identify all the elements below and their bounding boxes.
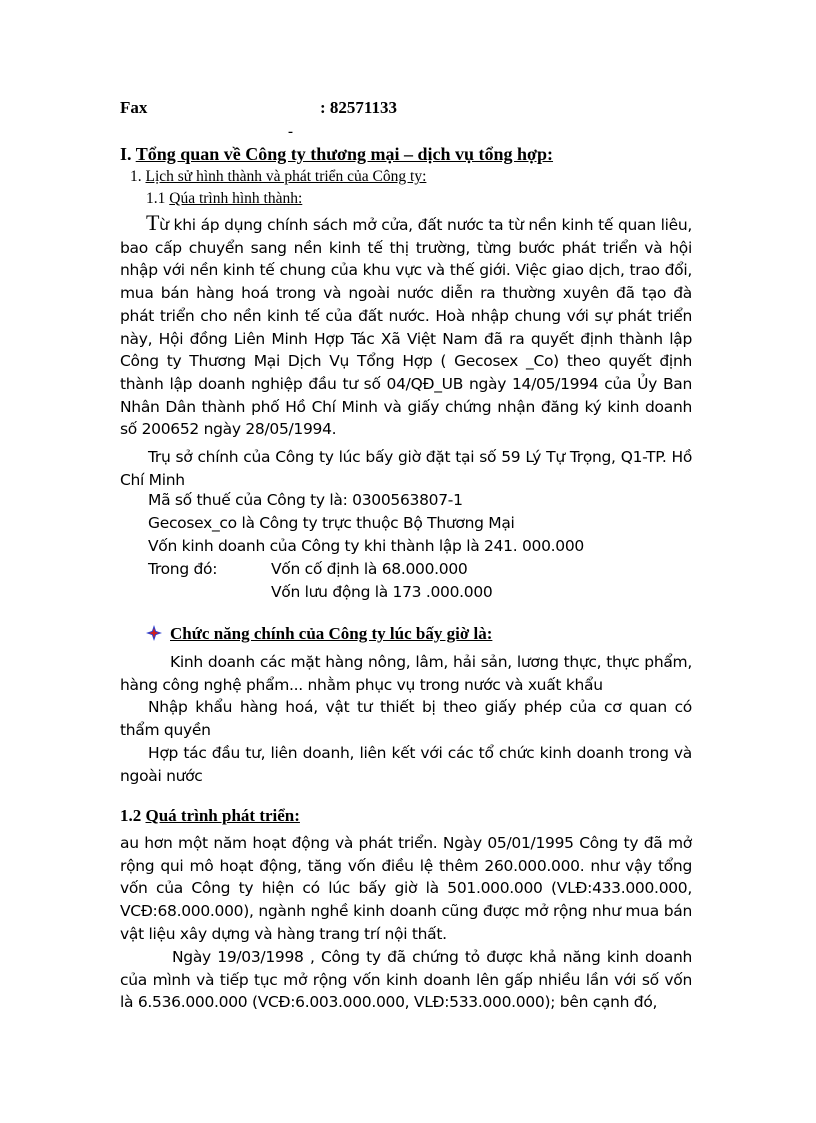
tax-code-line: Mã số thuế của Công ty là: 0300563807-1 [148, 491, 463, 509]
subsection-1-title: Lịch sử hình thành và phát triển của Công ty: [145, 168, 427, 185]
parent-company-line: Gecosex_co là Công ty trực thuộc Bộ Thương Mại [148, 514, 515, 532]
subsection-1-1-heading: 1.1 Qúa trình hình thành: [146, 190, 303, 207]
section-1-title: Tổng quan về Công ty thương mại – dịch vụ tổng hợp: [135, 144, 554, 164]
paragraph-expansion: Ngày 19/03/1998 , Công ty đã chứng tỏ được khả năng kinh doanh của mình và tiếp tục mở rộng vốn kinh doanh lên gấp nhiều lần với số vốn là 6.536.000.000 (VCĐ:6.003.000.000, VLĐ:533.000.000); bên cạnh đó, [120, 948, 692, 1012]
paragraph-founding: Từ khi áp dụng chính sách mở cửa, đất nước ta từ nền kinh tế quan liêu, bao cấp chuyển sang nền kinh tế thị trường, từng bước phát triển và hội nhập với nền kinh tế chung của khu vực và thế giới. Việc giao dịch, trao đổi, mua bán hàng hoá trong và ngoài nước diễn ra thường xuyên đã tạo đà phát triển cho nền kinh tế của đất nước. Hoà nhập chung với sự phát triển này, Hội đồng Liên Minh Hợp Tác Xã Việt Nam đã ra quyết định thành lập Công ty Thương Mại Dịch Vụ Tổng Hợp ( Gecosex _Co) theo quyết định thành lập doanh nghiệp đầu tư số 04/QĐ_UB ngày 14/05/1994 của Ủy Ban Nhân Dân thành phố Hồ Chí Minh và giấy chứng nhận đăng ký kinh doanh số 200652 ngày 28/05/1994. [120, 210, 692, 439]
function-item-import: Nhập khẩu hàng hoá, vật tư thiết bị theo giấy phép của cơ quan có thẩm quyền [120, 698, 692, 739]
capital-line: Vốn kinh doanh của Công ty khi thành lập là 241. 000.000 [148, 537, 584, 555]
subsection-1-1-title: Qúa trình hình thành: [169, 190, 303, 207]
working-capital-line: Vốn lưu động là 173 .000.000 [271, 583, 493, 601]
separator-dash: - [288, 124, 293, 140]
four-point-star-bullet-icon [146, 625, 162, 641]
in-which-label: Trong đó: [148, 560, 218, 578]
paragraph-development: au hơn một năm hoạt động và phát triển. Ngày 05/01/1995 Công ty đã mở rộng qui mô hoạt động, tăng vốn điều lệ thêm 260.000.000. như vậy tổng vốn của Công ty hiện có lúc bấy giờ là 501.000.000 (VLĐ:433.000.000, VCĐ:68.000.000), ngành nghề kinh doanh cũng được mở rộng như mua bán vật liệu xây dựng và hàng trang trí nội thất. [120, 834, 692, 943]
fixed-capital-line: Vốn cố định là 68.000.000 [271, 560, 468, 578]
fax-line [120, 98, 397, 118]
functions-title: Chức năng chính của Công ty lúc bấy giờ là: [170, 624, 493, 643]
function-item-investment: Hợp tác đầu tư, liên doanh, liên kết với các tổ chức kinh doanh trong và ngoài nước [120, 744, 692, 785]
functions-heading [146, 624, 492, 644]
subsection-1-heading: 1. Lịch sử hình thành và phát triển của Công ty: [130, 168, 427, 185]
section-1-2-title: Quá trình phát triển: [145, 806, 300, 825]
function-item-trade: Kinh doanh các mặt hàng nông, lâm, hải sản, lương thực, thực phẩm, hàng công nghệ phẩm... nhằm phục vụ trong nước và xuất khẩu [120, 653, 692, 694]
fax-label: Fax [120, 98, 148, 117]
section-1-2-heading: 1.2 Quá trình phát triển: [120, 806, 300, 825]
fax-number: : 82571133 [320, 98, 397, 117]
drop-cap: T [146, 210, 160, 235]
paragraph-headquarters: Trụ sở chính của Công ty lúc bấy giờ đặt tại số 59 Lý Tự Trọng, Q1-TP. Hồ Chí Minh [120, 448, 692, 489]
section-1-heading: I. Tổng quan về Công ty thương mại – dịch vụ tổng hợp: [120, 144, 554, 164]
